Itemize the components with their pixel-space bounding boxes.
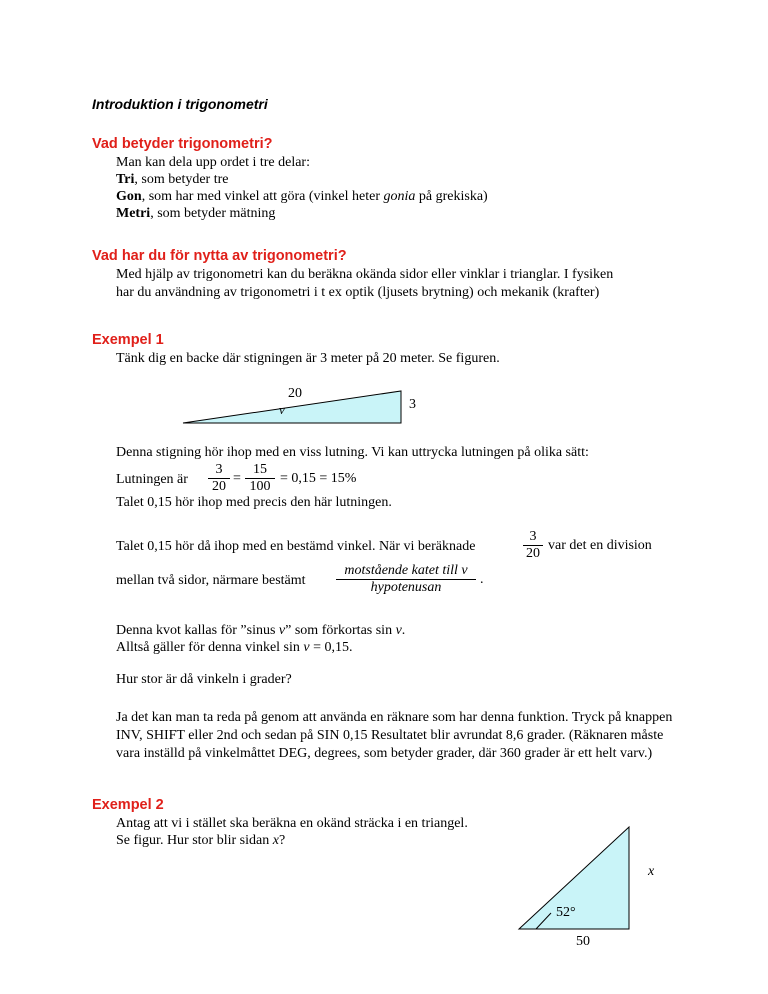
frac1-den: 20 xyxy=(208,478,230,495)
text-ex1-line7 xyxy=(116,639,353,656)
fraction-3-20-b xyxy=(523,529,543,562)
text-ex1-line5: mellan två sidor, närmare bestämt xyxy=(116,573,306,588)
text-tri-bold: Tri xyxy=(116,172,135,187)
text-gon-bold: Gon xyxy=(116,189,142,204)
text-lutning-label: Lutningen är xyxy=(116,472,188,487)
ex2-line2a: Se figur. Hur stor blir sidan xyxy=(116,833,273,848)
heading-example-1: Exempel 1 xyxy=(92,332,164,348)
line7b: = 0,15. xyxy=(309,640,353,655)
text-intro: Man kan dela upp ordet i tre delar: xyxy=(116,155,310,170)
text-gon-rest1: , som har med vinkel att göra (vinkel heter xyxy=(141,189,384,204)
fig2-label-angle: 52° xyxy=(556,905,576,920)
text-gon-rest2: på grekiska) xyxy=(415,189,488,204)
fig1-label-angle: v xyxy=(279,402,285,417)
fig1-label-hyp: 20 xyxy=(288,386,302,401)
text-ex1-line5-end: . xyxy=(480,572,484,587)
frac2-den: 100 xyxy=(245,478,275,495)
text-ex1-line4-rest: var det en division xyxy=(548,538,652,553)
line6-v2: v xyxy=(395,623,402,638)
text-gon-italic: gonia xyxy=(383,189,416,204)
fig2-label-x: x xyxy=(648,864,655,879)
line6b: ” som förkortas sin xyxy=(285,623,396,638)
frac3-den: 20 xyxy=(523,545,543,562)
line7a: Alltså gäller för denna vinkel sin xyxy=(116,640,304,655)
text-ex1-line4: Talet 0,15 hör då ihop med en bestämd vinkel. När vi beräknade xyxy=(116,539,476,554)
heading-what-is-trig: Vad betyder trigonometri? xyxy=(92,136,273,152)
text-metri-bold: Metri xyxy=(116,206,151,221)
text-tri-rest: , som betyder tre xyxy=(134,172,229,187)
text-ex1-line8: Hur stor är då vinkeln i grader? xyxy=(116,672,292,687)
fig1-label-side: 3 xyxy=(409,397,416,412)
line6-v: v xyxy=(278,623,286,638)
frac3-num: 3 xyxy=(529,529,537,544)
text-usefulness-2: har du användning av trigonometri i t ex optik (ljusets brytning) och mekanik (krafter) xyxy=(116,285,600,300)
frac4-num: motstående katet till v xyxy=(344,563,468,578)
frac4-den: hypotenusan xyxy=(336,579,476,596)
text-ex1-paragraph: Ja det kan man ta reda på genom att använda en räknare som har denna funktion. Tryck på knappen INV, SHIFT eller 2nd och sedan på SIN 0,15 Resultatet blir avrundat 8,6 grader. (Räknaren måste vara inställd på vinkelmåttet DEG, degrees, som betyder grader, där 360 grader är ett helt varv.) xyxy=(116,710,673,761)
text-ex2-line2 xyxy=(116,832,285,849)
line7-v: v xyxy=(303,640,310,655)
ex2-line2b: ? xyxy=(278,833,286,848)
text-usefulness-1: Med hjälp av trigonometri kan du beräkna okända sidor eller vinklar i trianglar. I fysiken xyxy=(116,267,614,282)
line6c: . xyxy=(401,623,406,638)
fig2-label-base: 50 xyxy=(576,934,590,949)
heading-usefulness: Vad har du för nytta av trigonometri? xyxy=(92,248,347,264)
frac1-num: 3 xyxy=(215,462,223,477)
line6a: Denna kvot kallas för ”sinus xyxy=(116,623,279,638)
text-metri-rest: , som betyder mätning xyxy=(150,206,276,221)
frac2-num: 15 xyxy=(253,462,267,477)
text-eq-rest: = 0,15 = 15% xyxy=(280,471,357,486)
fraction-3-20 xyxy=(208,462,230,495)
text-ex1-line2: Denna stigning hör ihop med en viss lutning. Vi kan uttrycka lutningen på olika sätt: xyxy=(116,445,589,460)
text-ex1-line6 xyxy=(116,622,405,639)
text-ex1-line1: Tänk dig en backe där stigningen är 3 meter på 20 meter. Se figuren. xyxy=(116,351,500,366)
page-title: Introduktion i trigonometri xyxy=(92,96,268,112)
heading-example-2: Exempel 2 xyxy=(92,797,164,813)
text-ex2-line1: Antag att vi i stället ska beräkna en okänd sträcka i en triangel. xyxy=(116,816,468,831)
fraction-15-100 xyxy=(245,462,275,495)
text-ex1-line3: Talet 0,15 hör ihop med precis den här lutningen. xyxy=(116,495,392,510)
equals-sign: = xyxy=(233,471,241,486)
fraction-sine-definition xyxy=(336,563,476,596)
ex2-line2-x: x xyxy=(272,833,279,848)
